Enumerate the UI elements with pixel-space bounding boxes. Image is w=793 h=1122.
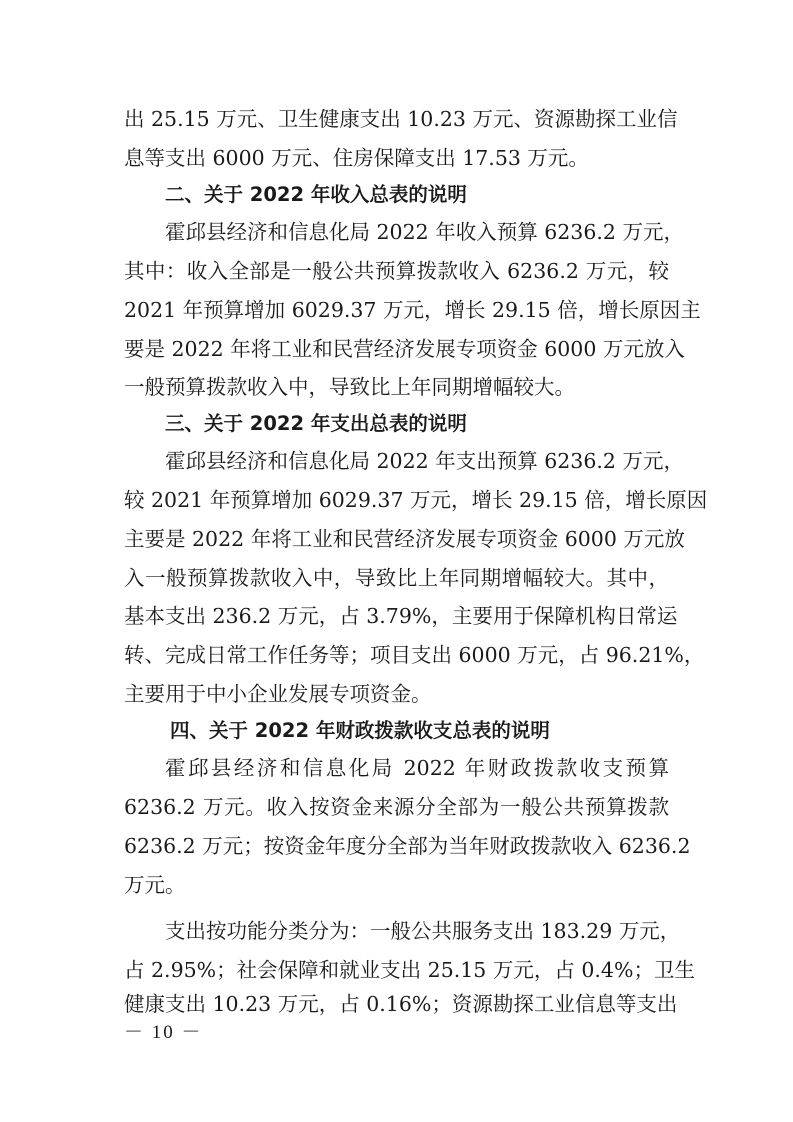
paragraph-line: 一般预算拨款收入中，导致比上年同期增幅较大。 — [124, 375, 575, 399]
paragraph-line: 万元。 — [124, 873, 186, 897]
paragraph-line: 6236.2 万元；按资金年度分全部为当年财政拨款收入 6236.2 — [124, 834, 691, 858]
paragraph-line: 霍邱县经济和信息化局 2022 年财政拨款收支预算 — [165, 756, 669, 780]
paragraph-line: 主要用于中小企业发展专项资金。 — [124, 682, 432, 706]
paragraph-line: 其中：收入全部是一般公共预算拨款收入 6236.2 万元，较 — [124, 259, 669, 283]
paragraph-line: 息等支出 6000 万元、住房保障支出 17.53 万元。 — [124, 146, 589, 170]
paragraph-line: 霍邱县经济和信息化局 2022 年收入预算 6236.2 万元， — [165, 220, 684, 244]
paragraph-line: 入一般预算拨款收入中，导致比上年同期增幅较大。其中， — [124, 566, 669, 590]
paragraph-line: 较 2021 年预算增加 6029.37 万元，增长 29.15 倍，增长原因 — [124, 488, 708, 512]
paragraph-line: 主要是 2022 年将工业和民营经济发展专项资金 6000 万元放 — [124, 527, 685, 551]
paragraph-line: 6236.2 万元。收入按资金来源分全部为一般公共预算拨款 — [124, 795, 669, 819]
paragraph-line: 霍邱县经济和信息化局 2022 年支出预算 6236.2 万元， — [165, 449, 684, 473]
section-heading: 二、关于 2022 年收入总表的说明 — [165, 183, 467, 206]
page-number: － 10 － — [124, 1022, 203, 1043]
paragraph-line: 要是 2022 年将工业和民营经济发展专项资金 6000 万元放入 — [124, 337, 685, 361]
paragraph-line: 基本支出 236.2 万元，占 3.79%，主要用于保障机构日常运 — [124, 604, 678, 628]
paragraph-line: 占 2.95%；社会保障和就业支出 25.15 万元，占 0.4%；卫生 — [124, 958, 695, 982]
paragraph-line: 出 25.15 万元、卫生健康支出 10.23 万元、资源勘探工业信 — [124, 107, 678, 131]
section-heading: 四、关于 2022 年财政拨款收支总表的说明 — [170, 719, 550, 742]
paragraph-line: 转、完成日常工作任务等；项目支出 6000 万元，占 96.21%， — [124, 643, 705, 667]
section-heading: 三、关于 2022 年支出总表的说明 — [165, 412, 467, 435]
paragraph-line: 健康支出 10.23 万元，占 0.16%；资源勘探工业信息等支出 — [124, 992, 678, 1016]
paragraph-line: 2021 年预算增加 6029.37 万元，增长 29.15 倍，增长原因主 — [124, 298, 701, 322]
paragraph-line: 支出按功能分类分为：一般公共服务支出 183.29 万元， — [165, 919, 681, 943]
